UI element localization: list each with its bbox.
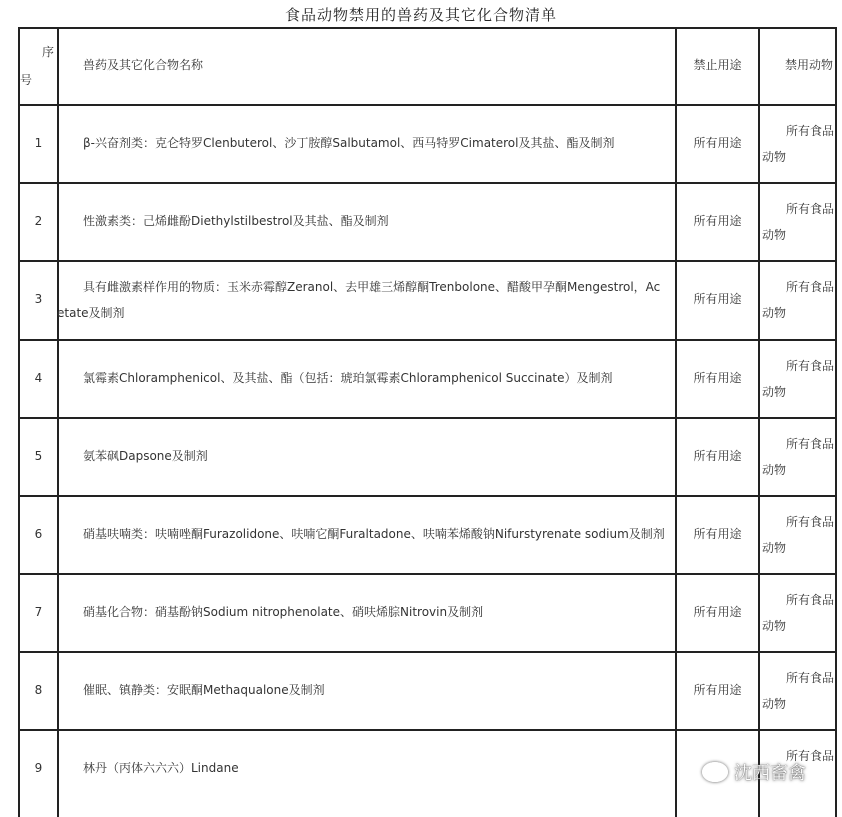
row-animal: 所有食品 动物 <box>762 124 835 164</box>
header-no: 号 <box>20 73 33 87</box>
row-divider <box>18 260 837 262</box>
row-no: 1 <box>34 136 43 150</box>
row-name-continuation: etate及制剂 <box>57 306 125 320</box>
row-name: 催眠、镇静类：安眠酮Methaqualone及制剂 <box>83 683 325 697</box>
row-animal: 所有食品 动物 <box>762 280 835 320</box>
row-animal: 所有食品 动物 <box>762 437 835 477</box>
row-use: 所有用途 <box>693 605 742 619</box>
row-divider <box>18 104 837 106</box>
watermark <box>702 760 822 784</box>
row-no: 3 <box>34 292 43 306</box>
row-use: 所有用途 <box>693 214 742 228</box>
row-divider <box>18 182 837 184</box>
row-no: 5 <box>34 449 43 463</box>
header-no: 序 <box>42 45 55 59</box>
row-divider <box>18 417 837 419</box>
header-name: 兽药及其它化合物名称 <box>83 58 204 72</box>
row-no: 4 <box>34 371 43 385</box>
row-no: 6 <box>34 527 43 541</box>
row-name: 林丹（丙体六六六）Lindane <box>83 761 239 775</box>
row-divider <box>18 27 837 29</box>
row-name: 硝基呋喃类：呋喃唑酮Furazolidone、呋喃它酮Furaltadone、呋喃苯烯酸钠Nifurstyrenate sodium及制剂 <box>83 527 665 541</box>
row-name: 氨苯砜Dapsone及制剂 <box>83 449 208 463</box>
row-divider <box>18 495 837 497</box>
header-animal: 禁用动物 <box>784 58 833 72</box>
watermark-text: 沈西畜禽 <box>734 763 806 784</box>
row-name: 具有雌激素样作用的物质：玉米赤霉醇Zeranol、去甲雄三烯醇酮Trenbolone、醋酸甲孕酮Mengestrol，Ac <box>83 280 661 294</box>
row-name: 硝基化合物：硝基酚钠Sodium nitrophenolate、硝呋烯腙Nitrovin及制剂 <box>83 605 484 619</box>
chat-bubble-icon <box>702 762 728 782</box>
row-animal: 所有食品 动物 <box>762 593 835 633</box>
row-animal: 所有食品 动物 <box>762 671 835 711</box>
row-animal: 所有食品 动物 <box>762 515 835 555</box>
table-border-right <box>835 27 837 817</box>
header-use: 禁止用途 <box>693 58 742 72</box>
row-no: 8 <box>34 683 43 697</box>
banned-drugs-table <box>18 27 837 817</box>
row-use: 所有用途 <box>693 449 742 463</box>
row-name: 氯霉素Chloramphenicol、及其盐、酯（包括：琥珀氯霉素Chloramphenicol Succinate）及制剂 <box>83 371 613 385</box>
row-use: 所有用途 <box>693 292 742 306</box>
row-use: 所有用途 <box>693 371 742 385</box>
row-no: 7 <box>34 605 43 619</box>
row-divider <box>18 573 837 575</box>
row-use: 所有用途 <box>693 527 742 541</box>
row-name: β-兴奋剂类：克仑特罗Clenbuterol、沙丁胺醇Salbutamol、西马特罗Cimaterol及其盐、酯及制剂 <box>83 136 615 150</box>
row-animal: 所有食品 <box>786 749 835 763</box>
row-animal: 所有食品 动物 <box>762 359 835 399</box>
row-animal: 所有食品 动物 <box>762 202 835 242</box>
row-divider <box>18 651 837 653</box>
row-no: 9 <box>34 761 43 775</box>
row-name: 性激素类：己烯雌酚Diethylstilbestrol及其盐、酯及制剂 <box>83 214 389 228</box>
row-no: 2 <box>34 214 43 228</box>
row-use: 所有用途 <box>693 683 742 697</box>
row-divider <box>18 339 837 341</box>
row-divider <box>18 729 837 731</box>
page-title: 食品动物禁用的兽药及其它化合物清单 <box>284 6 557 24</box>
row-use: 所有用途 <box>693 136 742 150</box>
